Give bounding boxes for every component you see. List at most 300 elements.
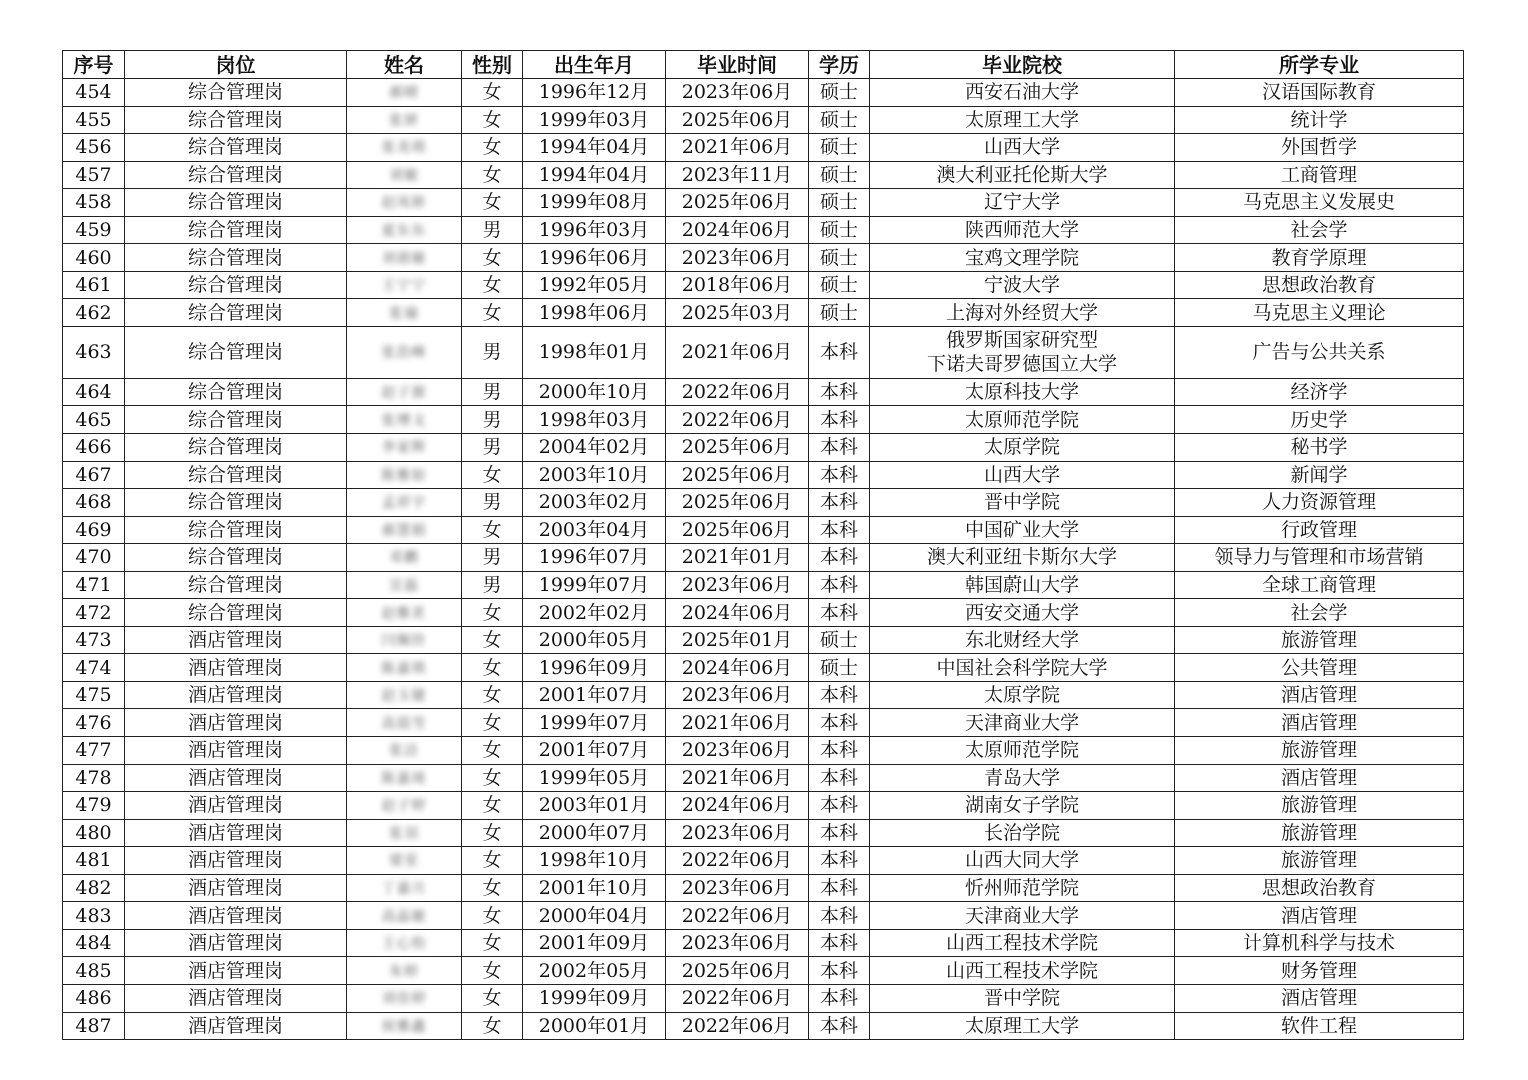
redacted-name: 高晨雪 bbox=[381, 715, 427, 732]
cell-post: 综合管理岗 bbox=[125, 516, 347, 544]
cell-sex: 女 bbox=[462, 1012, 523, 1040]
cell-name bbox=[347, 189, 462, 217]
cell-degree: 硕士 bbox=[809, 626, 870, 654]
cell-birth: 1998年10月 bbox=[523, 847, 666, 875]
cell-sex: 女 bbox=[462, 709, 523, 737]
cell-major: 秘书学 bbox=[1175, 434, 1464, 462]
table-row bbox=[63, 299, 1464, 327]
cell-degree: 硕士 bbox=[809, 79, 870, 107]
cell-name bbox=[347, 378, 462, 406]
cell-major: 统计学 bbox=[1175, 106, 1464, 134]
cell-school: 天津商业大学 bbox=[870, 709, 1175, 737]
cell-post: 酒店管理岗 bbox=[125, 847, 347, 875]
cell-major: 历史学 bbox=[1175, 406, 1464, 434]
cell-no: 469 bbox=[63, 516, 125, 544]
cell-post: 酒店管理岗 bbox=[125, 654, 347, 682]
redacted-name: 郝晴 bbox=[389, 85, 419, 102]
cell-sex: 女 bbox=[462, 654, 523, 682]
cell-school: 太原学院 bbox=[870, 434, 1175, 462]
cell-no: 454 bbox=[63, 79, 125, 107]
cell-sex: 女 bbox=[462, 626, 523, 654]
cell-name bbox=[347, 406, 462, 434]
redacted-name: 张瑜 bbox=[389, 305, 419, 322]
cell-degree: 硕士 bbox=[809, 161, 870, 189]
table-row bbox=[63, 737, 1464, 765]
cell-grad: 2022年06月 bbox=[666, 406, 809, 434]
cell-major: 社会学 bbox=[1175, 216, 1464, 244]
cell-post: 综合管理岗 bbox=[125, 271, 347, 299]
cell-post: 酒店管理岗 bbox=[125, 929, 347, 957]
cell-school: 太原学院 bbox=[870, 681, 1175, 709]
redacted-name: 宣磊 bbox=[389, 578, 419, 595]
cell-post: 综合管理岗 bbox=[125, 461, 347, 489]
cell-degree: 本科 bbox=[809, 378, 870, 406]
cell-major: 酒店管理 bbox=[1175, 902, 1464, 930]
cell-post: 酒店管理岗 bbox=[125, 874, 347, 902]
cell-school: 太原科技大学 bbox=[870, 378, 1175, 406]
cell-sex: 女 bbox=[462, 792, 523, 820]
cell-birth: 1998年01月 bbox=[523, 326, 666, 378]
cell-birth: 1999年07月 bbox=[523, 571, 666, 599]
cell-birth: 1996年12月 bbox=[523, 79, 666, 107]
table-row bbox=[63, 792, 1464, 820]
cell-sex: 女 bbox=[462, 902, 523, 930]
cell-birth: 2001年07月 bbox=[523, 737, 666, 765]
cell-name bbox=[347, 244, 462, 272]
cell-post: 综合管理岗 bbox=[125, 544, 347, 572]
cell-major: 公共管理 bbox=[1175, 654, 1464, 682]
redacted-name: 刘佳婷 bbox=[381, 991, 427, 1008]
cell-birth: 1996年03月 bbox=[523, 216, 666, 244]
redacted-name: 邓鹏 bbox=[389, 550, 419, 567]
cell-no: 456 bbox=[63, 134, 125, 162]
cell-school: 陕西师范大学 bbox=[870, 216, 1175, 244]
cell-grad: 2021年06月 bbox=[666, 709, 809, 737]
cell-no: 455 bbox=[63, 106, 125, 134]
cell-no: 474 bbox=[63, 654, 125, 682]
cell-no: 466 bbox=[63, 434, 125, 462]
cell-school: 山西大学 bbox=[870, 461, 1175, 489]
cell-post: 综合管理岗 bbox=[125, 571, 347, 599]
cell-name bbox=[347, 271, 462, 299]
table-row bbox=[63, 216, 1464, 244]
cell-grad: 2023年11月 bbox=[666, 161, 809, 189]
cell-grad: 2023年06月 bbox=[666, 681, 809, 709]
cell-degree: 本科 bbox=[809, 1012, 870, 1040]
cell-major: 思想政治教育 bbox=[1175, 271, 1464, 299]
cell-post: 酒店管理岗 bbox=[125, 626, 347, 654]
cell-school: 长治学院 bbox=[870, 819, 1175, 847]
cell-no: 467 bbox=[63, 461, 125, 489]
cell-sex: 女 bbox=[462, 957, 523, 985]
cell-post: 综合管理岗 bbox=[125, 79, 347, 107]
cell-name bbox=[347, 984, 462, 1012]
cell-major: 新闻学 bbox=[1175, 461, 1464, 489]
cell-major: 马克思主义发展史 bbox=[1175, 189, 1464, 217]
table-row bbox=[63, 654, 1464, 682]
cell-sex: 男 bbox=[462, 434, 523, 462]
redacted-name: 闫佩铃 bbox=[381, 633, 427, 650]
cell-name bbox=[347, 544, 462, 572]
cell-no: 475 bbox=[63, 681, 125, 709]
cell-post: 综合管理岗 bbox=[125, 434, 347, 462]
cell-degree: 硕士 bbox=[809, 654, 870, 682]
table-row bbox=[63, 161, 1464, 189]
cell-post: 酒店管理岗 bbox=[125, 737, 347, 765]
cell-major: 经济学 bbox=[1175, 378, 1464, 406]
cell-grad: 2022年06月 bbox=[666, 984, 809, 1012]
cell-sex: 男 bbox=[462, 378, 523, 406]
cell-no: 464 bbox=[63, 378, 125, 406]
cell-grad: 2023年06月 bbox=[666, 79, 809, 107]
table-row bbox=[63, 406, 1464, 434]
table-row bbox=[63, 902, 1464, 930]
cell-degree: 本科 bbox=[809, 326, 870, 378]
cell-name bbox=[347, 299, 462, 327]
cell-post: 综合管理岗 bbox=[125, 489, 347, 517]
cell-birth: 2003年02月 bbox=[523, 489, 666, 517]
table-row bbox=[63, 626, 1464, 654]
cell-degree: 本科 bbox=[809, 929, 870, 957]
cell-degree: 本科 bbox=[809, 434, 870, 462]
cell-school bbox=[870, 326, 1175, 378]
cell-post: 酒店管理岗 bbox=[125, 681, 347, 709]
cell-birth: 2004年02月 bbox=[523, 434, 666, 462]
header-name: 姓名 bbox=[347, 51, 462, 79]
cell-major: 外国哲学 bbox=[1175, 134, 1464, 162]
cell-sex: 女 bbox=[462, 847, 523, 875]
cell-birth: 2001年09月 bbox=[523, 929, 666, 957]
cell-grad: 2025年06月 bbox=[666, 106, 809, 134]
redacted-name: 张博文 bbox=[381, 412, 427, 429]
redacted-name: 张洁 bbox=[389, 743, 419, 760]
cell-birth: 2001年10月 bbox=[523, 874, 666, 902]
cell-major: 社会学 bbox=[1175, 599, 1464, 627]
cell-school: 太原师范学院 bbox=[870, 406, 1175, 434]
cell-name bbox=[347, 571, 462, 599]
cell-name bbox=[347, 461, 462, 489]
cell-name bbox=[347, 957, 462, 985]
cell-grad: 2022年06月 bbox=[666, 378, 809, 406]
cell-post: 酒店管理岗 bbox=[125, 792, 347, 820]
cell-major: 酒店管理 bbox=[1175, 764, 1464, 792]
header-major: 所学专业 bbox=[1175, 51, 1464, 79]
cell-birth: 2003年10月 bbox=[523, 461, 666, 489]
cell-sex: 男 bbox=[462, 571, 523, 599]
table-row bbox=[63, 819, 1464, 847]
cell-grad: 2025年06月 bbox=[666, 434, 809, 462]
cell-name bbox=[347, 106, 462, 134]
cell-school: 中国矿业大学 bbox=[870, 516, 1175, 544]
cell-birth: 1998年06月 bbox=[523, 299, 666, 327]
table-row bbox=[63, 106, 1464, 134]
cell-name bbox=[347, 902, 462, 930]
cell-sex: 男 bbox=[462, 544, 523, 572]
cell-degree: 本科 bbox=[809, 874, 870, 902]
cell-name bbox=[347, 819, 462, 847]
school-line-1: 俄罗斯国家研究型 bbox=[945, 329, 1098, 352]
cell-major: 领导力与管理和市场营销 bbox=[1175, 544, 1464, 572]
cell-major: 旅游管理 bbox=[1175, 792, 1464, 820]
cell-post: 综合管理岗 bbox=[125, 326, 347, 378]
cell-name bbox=[347, 489, 462, 517]
table-row bbox=[63, 189, 1464, 217]
cell-sex: 男 bbox=[462, 216, 523, 244]
cell-sex: 女 bbox=[462, 271, 523, 299]
cell-degree: 本科 bbox=[809, 544, 870, 572]
cell-grad: 2022年06月 bbox=[666, 847, 809, 875]
cell-major: 人力资源管理 bbox=[1175, 489, 1464, 517]
cell-sex: 女 bbox=[462, 79, 523, 107]
cell-grad: 2025年06月 bbox=[666, 461, 809, 489]
cell-grad: 2024年06月 bbox=[666, 216, 809, 244]
cell-major: 全球工商管理 bbox=[1175, 571, 1464, 599]
table-row bbox=[63, 1012, 1464, 1040]
cell-name bbox=[347, 874, 462, 902]
cell-birth: 2003年01月 bbox=[523, 792, 666, 820]
cell-degree: 本科 bbox=[809, 406, 870, 434]
cell-post: 酒店管理岗 bbox=[125, 902, 347, 930]
table-row bbox=[63, 461, 1464, 489]
cell-degree: 硕士 bbox=[809, 244, 870, 272]
cell-grad: 2021年06月 bbox=[666, 326, 809, 378]
cell-degree: 本科 bbox=[809, 516, 870, 544]
cell-sex: 女 bbox=[462, 984, 523, 1012]
redacted-name: 赵凤娇 bbox=[381, 195, 427, 212]
cell-birth: 1994年04月 bbox=[523, 134, 666, 162]
cell-grad: 2021年01月 bbox=[666, 544, 809, 572]
cell-birth: 1992年05月 bbox=[523, 271, 666, 299]
cell-birth: 1996年09月 bbox=[523, 654, 666, 682]
cell-post: 综合管理岗 bbox=[125, 378, 347, 406]
cell-major: 马克思主义理论 bbox=[1175, 299, 1464, 327]
cell-degree: 硕士 bbox=[809, 271, 870, 299]
cell-sex: 男 bbox=[462, 406, 523, 434]
cell-no: 460 bbox=[63, 244, 125, 272]
cell-school: 澳大利亚托伦斯大学 bbox=[870, 161, 1175, 189]
table-row bbox=[63, 599, 1464, 627]
cell-sex: 女 bbox=[462, 516, 523, 544]
cell-name bbox=[347, 626, 462, 654]
cell-name bbox=[347, 79, 462, 107]
cell-birth: 1999年07月 bbox=[523, 709, 666, 737]
redacted-name: 李家辉 bbox=[381, 440, 427, 457]
cell-sex: 女 bbox=[462, 461, 523, 489]
redacted-name: 张浩峰 bbox=[381, 345, 427, 362]
redacted-name: 赵子源 bbox=[381, 385, 427, 402]
header-grad: 毕业时间 bbox=[666, 51, 809, 79]
cell-birth: 1998年03月 bbox=[523, 406, 666, 434]
cell-degree: 硕士 bbox=[809, 299, 870, 327]
cell-post: 综合管理岗 bbox=[125, 599, 347, 627]
cell-grad: 2025年06月 bbox=[666, 516, 809, 544]
cell-sex: 女 bbox=[462, 764, 523, 792]
cell-no: 457 bbox=[63, 161, 125, 189]
cell-grad: 2025年03月 bbox=[666, 299, 809, 327]
cell-school: 晋中学院 bbox=[870, 489, 1175, 517]
cell-birth: 1999年08月 bbox=[523, 189, 666, 217]
cell-no: 465 bbox=[63, 406, 125, 434]
cell-school: 山西大学 bbox=[870, 134, 1175, 162]
cell-post: 综合管理岗 bbox=[125, 216, 347, 244]
cell-degree: 本科 bbox=[809, 709, 870, 737]
cell-grad: 2018年06月 bbox=[666, 271, 809, 299]
cell-grad: 2024年06月 bbox=[666, 654, 809, 682]
cell-grad: 2025年06月 bbox=[666, 189, 809, 217]
cell-school: 山西工程技术学院 bbox=[870, 929, 1175, 957]
cell-school: 东北财经大学 bbox=[870, 626, 1175, 654]
cell-no: 471 bbox=[63, 571, 125, 599]
table-row bbox=[63, 929, 1464, 957]
cell-degree: 本科 bbox=[809, 764, 870, 792]
table-row bbox=[63, 134, 1464, 162]
cell-no: 472 bbox=[63, 599, 125, 627]
cell-no: 478 bbox=[63, 764, 125, 792]
cell-birth: 1999年03月 bbox=[523, 106, 666, 134]
cell-school: 青岛大学 bbox=[870, 764, 1175, 792]
table-body bbox=[63, 79, 1464, 1040]
redacted-name: 刘倩敏 bbox=[381, 250, 427, 267]
table-row bbox=[63, 847, 1464, 875]
header-post: 岗位 bbox=[125, 51, 347, 79]
cell-birth: 1999年05月 bbox=[523, 764, 666, 792]
cell-name bbox=[347, 681, 462, 709]
redacted-name: 陈嘉琪 bbox=[381, 660, 427, 677]
cell-major: 旅游管理 bbox=[1175, 626, 1464, 654]
cell-no: 483 bbox=[63, 902, 125, 930]
cell-major: 计算机科学与技术 bbox=[1175, 929, 1464, 957]
table-header bbox=[63, 51, 1464, 79]
cell-name bbox=[347, 516, 462, 544]
redacted-name: 赵玉婕 bbox=[381, 688, 427, 705]
cell-no: 458 bbox=[63, 189, 125, 217]
cell-no: 461 bbox=[63, 271, 125, 299]
cell-degree: 本科 bbox=[809, 847, 870, 875]
redacted-name: 赵子婷 bbox=[381, 798, 427, 815]
cell-school: 上海对外经贸大学 bbox=[870, 299, 1175, 327]
cell-sex: 男 bbox=[462, 326, 523, 378]
cell-degree: 硕士 bbox=[809, 134, 870, 162]
cell-no: 486 bbox=[63, 984, 125, 1012]
cell-grad: 2025年01月 bbox=[666, 626, 809, 654]
cell-name bbox=[347, 709, 462, 737]
cell-name bbox=[347, 792, 462, 820]
cell-no: 482 bbox=[63, 874, 125, 902]
table-row bbox=[63, 516, 1464, 544]
cell-no: 484 bbox=[63, 929, 125, 957]
cell-name bbox=[347, 929, 462, 957]
cell-grad: 2023年06月 bbox=[666, 571, 809, 599]
table-row bbox=[63, 326, 1464, 378]
cell-major: 软件工程 bbox=[1175, 1012, 1464, 1040]
cell-grad: 2023年06月 bbox=[666, 874, 809, 902]
cell-no: 487 bbox=[63, 1012, 125, 1040]
cell-school: 湖南女子学院 bbox=[870, 792, 1175, 820]
cell-school: 宁波大学 bbox=[870, 271, 1175, 299]
cell-name bbox=[347, 161, 462, 189]
header-sex: 性别 bbox=[462, 51, 523, 79]
cell-name bbox=[347, 134, 462, 162]
cell-school: 西安交通大学 bbox=[870, 599, 1175, 627]
header-degree: 学历 bbox=[809, 51, 870, 79]
cell-major: 行政管理 bbox=[1175, 516, 1464, 544]
cell-degree: 本科 bbox=[809, 571, 870, 599]
cell-grad: 2021年06月 bbox=[666, 134, 809, 162]
table-row bbox=[63, 79, 1464, 107]
cell-sex: 女 bbox=[462, 929, 523, 957]
table-row bbox=[63, 489, 1464, 517]
cell-sex: 女 bbox=[462, 599, 523, 627]
cell-degree: 本科 bbox=[809, 681, 870, 709]
table-row bbox=[63, 571, 1464, 599]
cell-name bbox=[347, 326, 462, 378]
cell-sex: 女 bbox=[462, 161, 523, 189]
cell-degree: 本科 bbox=[809, 819, 870, 847]
cell-degree: 硕士 bbox=[809, 106, 870, 134]
cell-sex: 女 bbox=[462, 189, 523, 217]
cell-school: 忻州师范学院 bbox=[870, 874, 1175, 902]
cell-school: 澳大利亚纽卡斯尔大学 bbox=[870, 544, 1175, 572]
cell-grad: 2022年06月 bbox=[666, 902, 809, 930]
table-row bbox=[63, 957, 1464, 985]
cell-name bbox=[347, 1012, 462, 1040]
cell-sex: 女 bbox=[462, 106, 523, 134]
school-line-2: 下诺夫哥罗德国立大学 bbox=[926, 353, 1117, 376]
cell-grad: 2024年06月 bbox=[666, 792, 809, 820]
roster-table bbox=[62, 50, 1464, 1040]
cell-sex: 女 bbox=[462, 134, 523, 162]
cell-school: 太原理工大学 bbox=[870, 106, 1175, 134]
redacted-name: 王心怡 bbox=[381, 936, 427, 953]
redacted-name: 张美琪 bbox=[381, 140, 427, 157]
cell-post: 酒店管理岗 bbox=[125, 709, 347, 737]
cell-birth: 2000年05月 bbox=[523, 626, 666, 654]
table-row bbox=[63, 434, 1464, 462]
cell-no: 476 bbox=[63, 709, 125, 737]
cell-post: 酒店管理岗 bbox=[125, 764, 347, 792]
cell-major: 旅游管理 bbox=[1175, 819, 1464, 847]
cell-degree: 本科 bbox=[809, 792, 870, 820]
cell-degree: 本科 bbox=[809, 461, 870, 489]
cell-major: 思想政治教育 bbox=[1175, 874, 1464, 902]
table-row bbox=[63, 709, 1464, 737]
cell-birth: 2003年04月 bbox=[523, 516, 666, 544]
cell-major: 旅游管理 bbox=[1175, 847, 1464, 875]
cell-no: 485 bbox=[63, 957, 125, 985]
cell-school: 太原师范学院 bbox=[870, 737, 1175, 765]
cell-school: 韩国蔚山大学 bbox=[870, 571, 1175, 599]
table-row bbox=[63, 984, 1464, 1012]
redacted-name: 侯雅鑫 bbox=[381, 1018, 427, 1035]
cell-birth: 2001年07月 bbox=[523, 681, 666, 709]
table-row bbox=[63, 681, 1464, 709]
cell-no: 473 bbox=[63, 626, 125, 654]
cell-name bbox=[347, 737, 462, 765]
cell-no: 479 bbox=[63, 792, 125, 820]
cell-no: 463 bbox=[63, 326, 125, 378]
cell-school: 宝鸡文理学院 bbox=[870, 244, 1175, 272]
redacted-name: 夏东东 bbox=[381, 223, 427, 239]
cell-sex: 女 bbox=[462, 737, 523, 765]
cell-degree: 本科 bbox=[809, 489, 870, 517]
table-row bbox=[63, 271, 1464, 299]
cell-degree: 硕士 bbox=[809, 189, 870, 217]
cell-no: 470 bbox=[63, 544, 125, 572]
cell-name bbox=[347, 847, 462, 875]
redacted-name: 赵雅茗 bbox=[381, 605, 427, 622]
cell-birth: 2002年05月 bbox=[523, 957, 666, 985]
cell-grad: 2023年06月 bbox=[666, 244, 809, 272]
